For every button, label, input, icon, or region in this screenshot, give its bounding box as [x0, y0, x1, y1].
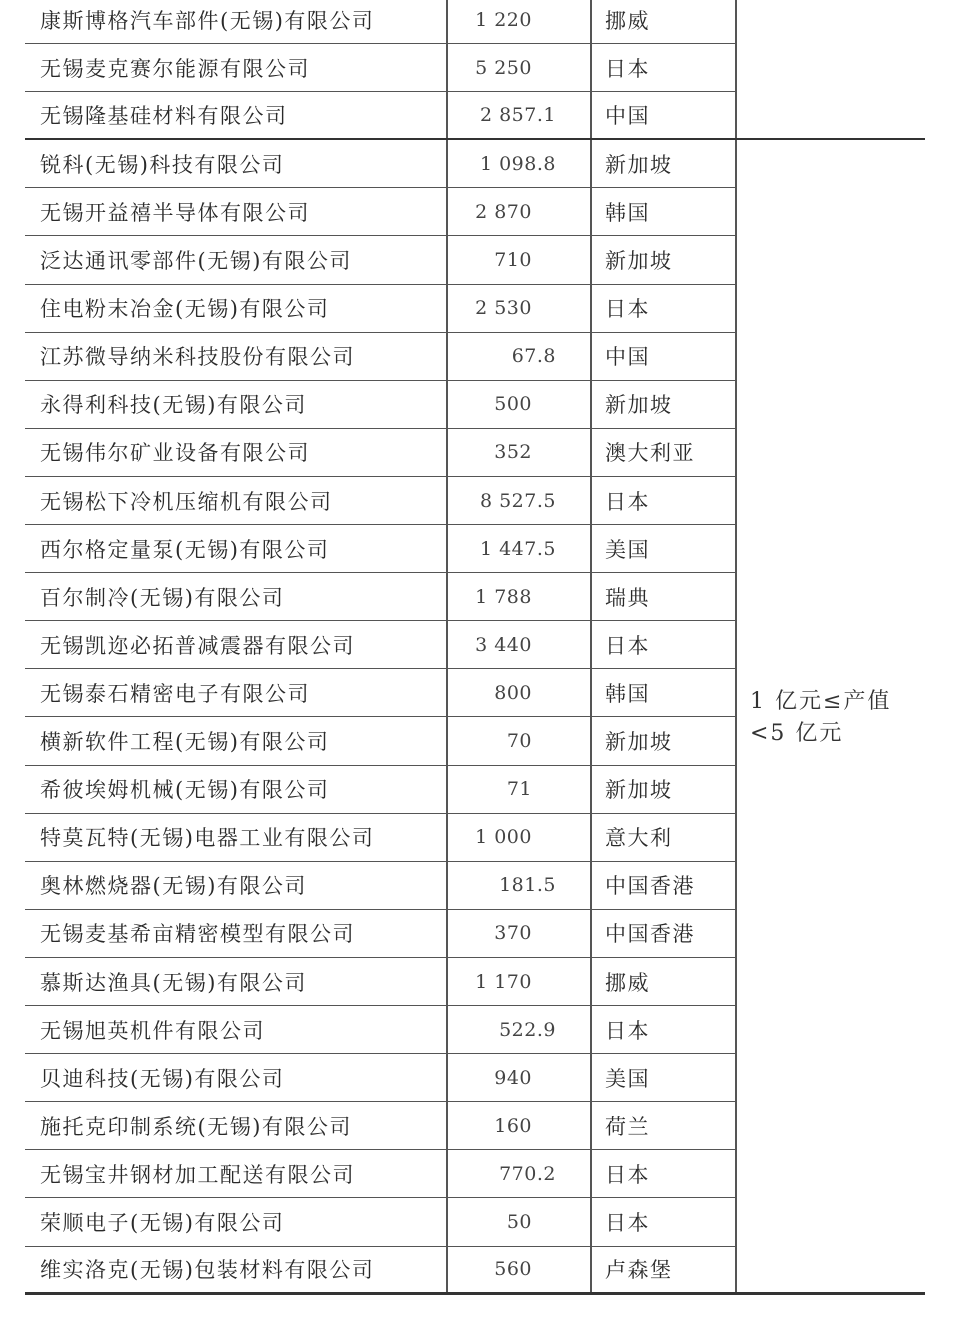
country: 日本 [605, 1162, 650, 1187]
table-row [25, 429, 735, 477]
company-name: 无锡泰石精密电子有限公司 [40, 681, 310, 706]
country: 日本 [605, 56, 650, 81]
table-row [25, 621, 735, 669]
output-value: 1 447.5 [479, 537, 556, 560]
output-value: 500 [494, 393, 532, 416]
table-row [25, 1199, 735, 1247]
company-name: 西尔格定量泵(无锡)有限公司 [40, 537, 330, 562]
company-name: 无锡松下冷机压缩机有限公司 [40, 489, 333, 514]
company-name: 无锡凯迩必拓普减震器有限公司 [40, 633, 355, 658]
table-row [25, 718, 735, 766]
country: 美国 [605, 1066, 650, 1091]
output-value: 522.9 [499, 1018, 556, 1041]
table-row [25, 188, 735, 236]
country: 新加坡 [605, 730, 673, 755]
output-value: 370 [494, 922, 532, 945]
country: 新加坡 [605, 152, 673, 177]
table-row [25, 910, 735, 958]
company-name: 无锡开益禧半导体有限公司 [40, 200, 310, 225]
company-name: 锐科(无锡)科技有限公司 [40, 152, 285, 177]
output-value: 70 [506, 730, 532, 753]
company-name: 无锡旭英机件有限公司 [40, 1018, 265, 1043]
output-value: 2 530 [475, 297, 532, 320]
country: 瑞典 [605, 585, 650, 610]
column-divider [735, 0, 737, 1295]
company-name: 无锡麦基希亩精密模型有限公司 [40, 922, 355, 947]
table-row [25, 0, 735, 44]
output-value: 560 [494, 1258, 532, 1281]
company-name: 维实洛克(无锡)包装材料有限公司 [40, 1258, 375, 1283]
table-row [25, 333, 735, 381]
output-value: 160 [494, 1114, 532, 1137]
table-row [25, 958, 735, 1006]
output-value: 5 250 [475, 56, 532, 79]
company-name: 慕斯达渔具(无锡)有限公司 [40, 970, 307, 995]
country: 挪威 [605, 8, 650, 33]
table-row [25, 669, 735, 717]
company-name: 无锡麦克赛尔能源有限公司 [40, 56, 310, 81]
country: 中国 [605, 104, 650, 129]
table-row [25, 1247, 925, 1295]
company-name: 无锡宝井钢材加工配送有限公司 [40, 1162, 355, 1187]
output-value: 1 220 [475, 8, 532, 31]
table-row [25, 814, 735, 862]
table-row [25, 237, 735, 285]
country: 卢森堡 [605, 1258, 673, 1283]
output-value: 940 [494, 1066, 532, 1089]
company-name: 无锡隆基硅材料有限公司 [40, 104, 288, 129]
table-row [25, 1006, 735, 1054]
company-name: 康斯博格汽车部件(无锡)有限公司 [40, 8, 375, 33]
table-row [25, 573, 735, 621]
country: 新加坡 [605, 249, 673, 274]
country: 意大利 [605, 826, 673, 851]
output-value: 8 527.5 [479, 489, 556, 512]
country: 韩国 [605, 200, 650, 225]
output-value: 3 440 [475, 633, 532, 656]
output-value: 71 [506, 778, 532, 801]
output-value: 2 857.1 [479, 104, 556, 127]
company-name: 特莫瓦特(无锡)电器工业有限公司 [40, 826, 375, 851]
output-category [750, 686, 920, 750]
company-name: 泛达通讯零部件(无锡)有限公司 [40, 249, 352, 274]
country: 挪威 [605, 970, 650, 995]
output-value: 1 000 [475, 826, 532, 849]
output-value: 67.8 [511, 345, 556, 368]
country: 韩国 [605, 681, 650, 706]
output-value: 770.2 [499, 1162, 556, 1185]
company-name: 希彼埃姆机械(无锡)有限公司 [40, 778, 330, 803]
country: 新加坡 [605, 778, 673, 803]
country: 中国香港 [605, 922, 695, 947]
country: 中国 [605, 345, 650, 370]
table-row [25, 1150, 735, 1198]
company-name: 无锡伟尔矿业设备有限公司 [40, 441, 310, 466]
category-line: <5 亿元 [750, 721, 844, 746]
country: 美国 [605, 537, 650, 562]
country: 澳大利亚 [605, 441, 695, 466]
output-value: 2 870 [475, 200, 532, 223]
table-row [25, 1102, 735, 1150]
country: 新加坡 [605, 393, 673, 418]
table-row [25, 525, 735, 573]
output-value: 50 [506, 1211, 532, 1234]
country: 日本 [605, 1018, 650, 1043]
output-value: 1 098.8 [479, 152, 556, 175]
company-name: 住电粉末冶金(无锡)有限公司 [40, 297, 330, 322]
company-name: 贝迪科技(无锡)有限公司 [40, 1066, 285, 1091]
output-value: 1 788 [475, 585, 532, 608]
country: 日本 [605, 489, 650, 514]
table-row [25, 862, 735, 910]
output-value: 1 170 [475, 970, 532, 993]
country: 日本 [605, 633, 650, 658]
company-name: 奥林燃烧器(无锡)有限公司 [40, 874, 307, 899]
company-name: 施托克印制系统(无锡)有限公司 [40, 1114, 352, 1139]
category-line: 1 亿元≤产值 [750, 689, 892, 714]
company-name: 横新软件工程(无锡)有限公司 [40, 730, 330, 755]
country: 日本 [605, 297, 650, 322]
company-name: 永得利科技(无锡)有限公司 [40, 393, 307, 418]
output-value: 800 [494, 681, 532, 704]
table-row [25, 44, 735, 92]
country: 中国香港 [605, 874, 695, 899]
table-row [25, 92, 925, 140]
table-row [25, 1054, 735, 1102]
table-row [25, 381, 735, 429]
table-row [25, 140, 735, 188]
company-name: 百尔制冷(无锡)有限公司 [40, 585, 285, 610]
output-value: 710 [494, 249, 532, 272]
table-row [25, 766, 735, 814]
table-row [25, 477, 735, 525]
company-name: 荣顺电子(无锡)有限公司 [40, 1211, 285, 1236]
company-name: 江苏微导纳米科技股份有限公司 [40, 345, 355, 370]
country: 日本 [605, 1211, 650, 1236]
output-value: 181.5 [499, 874, 556, 897]
output-value: 352 [494, 441, 532, 464]
table-row [25, 285, 735, 333]
country: 荷兰 [605, 1114, 650, 1139]
